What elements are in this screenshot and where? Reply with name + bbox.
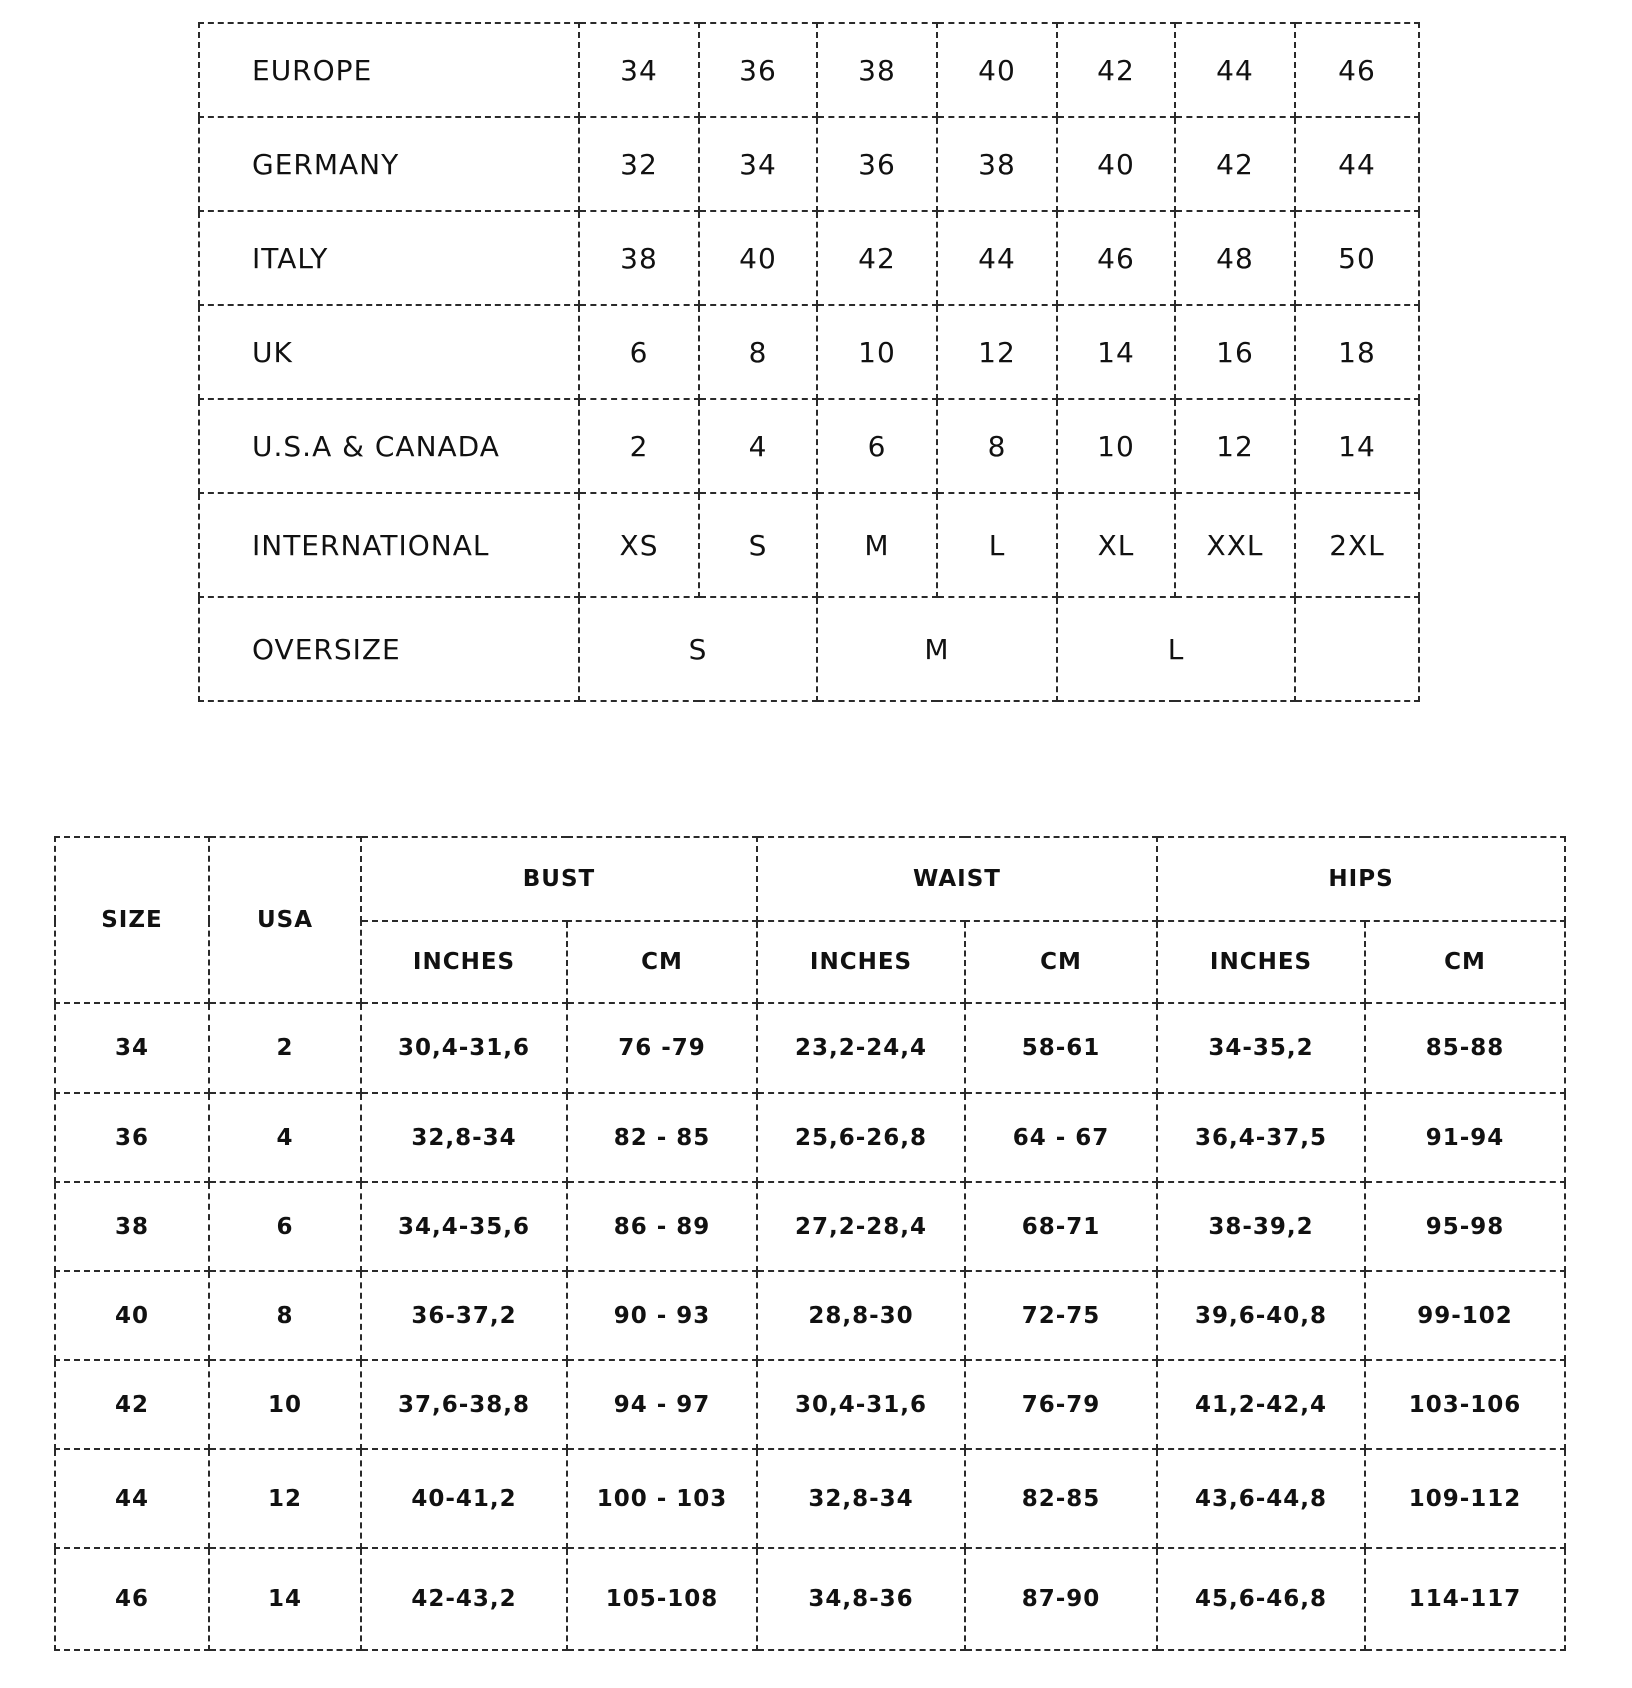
size-cell: 42 xyxy=(1057,23,1175,117)
unit-header: INCHES xyxy=(1157,921,1365,1003)
size-cell: 2 xyxy=(579,399,699,493)
hips-inches-cell: 41,2-42,4 xyxy=(1157,1360,1365,1449)
waist-cm-cell: 76-79 xyxy=(965,1360,1157,1449)
size-cell: 6 xyxy=(579,305,699,399)
size-cell: 42 xyxy=(817,211,937,305)
size-cell: 34 xyxy=(699,117,817,211)
country-label: ITALY xyxy=(199,211,579,305)
country-label: GERMANY xyxy=(199,117,579,211)
hips-inches-cell: 36,4-37,5 xyxy=(1157,1093,1365,1182)
oversize-cell xyxy=(1295,597,1419,701)
waist-cm-cell: 72-75 xyxy=(965,1271,1157,1360)
bust-cm-cell: 100 - 103 xyxy=(567,1449,757,1548)
size-cell: 8 xyxy=(699,305,817,399)
conversion-row-oversize xyxy=(199,597,1419,701)
size-cell: 14 xyxy=(1057,305,1175,399)
size-cell: 46 xyxy=(1057,211,1175,305)
waist-inches-cell: 32,8-34 xyxy=(757,1449,965,1548)
table-row xyxy=(55,1093,1565,1182)
bust-cm-cell: 86 - 89 xyxy=(567,1182,757,1271)
size-cell: XXL xyxy=(1175,493,1295,597)
usa-cell: 6 xyxy=(209,1182,361,1271)
size-cell: 12 xyxy=(1175,399,1295,493)
size-cell: 14 xyxy=(1295,399,1419,493)
waist-cm-cell: 58-61 xyxy=(965,1003,1157,1093)
hips-inches-cell: 45,6-46,8 xyxy=(1157,1548,1365,1650)
body-measurement-table xyxy=(54,836,1566,1651)
usa-cell: 2 xyxy=(209,1003,361,1093)
waist-cm-cell: 64 - 67 xyxy=(965,1093,1157,1182)
size-cell: S xyxy=(699,493,817,597)
size-cell: 38 xyxy=(579,211,699,305)
table-row xyxy=(55,1548,1565,1650)
size-cell: 44 xyxy=(937,211,1057,305)
usa-cell: 10 xyxy=(209,1360,361,1449)
bust-cm-cell: 94 - 97 xyxy=(567,1360,757,1449)
size-cell: 38 xyxy=(55,1182,209,1271)
hips-inches-cell: 39,6-40,8 xyxy=(1157,1271,1365,1360)
size-cell: 34 xyxy=(55,1003,209,1093)
country-label: EUROPE xyxy=(199,23,579,117)
size-cell: 44 xyxy=(1295,117,1419,211)
waist-cm-cell: 68-71 xyxy=(965,1182,1157,1271)
country-label: UK xyxy=(199,305,579,399)
country-label: OVERSIZE xyxy=(199,597,579,701)
size-cell: 38 xyxy=(937,117,1057,211)
country-label: INTERNATIONAL xyxy=(199,493,579,597)
waist-header: WAIST xyxy=(757,837,1157,921)
size-cell: 4 xyxy=(699,399,817,493)
bust-cm-cell: 105-108 xyxy=(567,1548,757,1650)
conversion-row-europe xyxy=(199,23,1419,117)
unit-header: CM xyxy=(1365,921,1565,1003)
usa-cell: 8 xyxy=(209,1271,361,1360)
bust-cm-cell: 82 - 85 xyxy=(567,1093,757,1182)
waist-inches-cell: 27,2-28,4 xyxy=(757,1182,965,1271)
hips-inches-cell: 38-39,2 xyxy=(1157,1182,1365,1271)
size-cell: 8 xyxy=(937,399,1057,493)
hips-header: HIPS xyxy=(1157,837,1565,921)
waist-inches-cell: 28,8-30 xyxy=(757,1271,965,1360)
hips-cm-cell: 114-117 xyxy=(1365,1548,1565,1650)
size-cell: 10 xyxy=(1057,399,1175,493)
bust-inches-cell: 40-41,2 xyxy=(361,1449,567,1548)
size-cell: 42 xyxy=(55,1360,209,1449)
table-row xyxy=(55,1271,1565,1360)
oversize-cell: M xyxy=(817,597,1057,701)
waist-inches-cell: 30,4-31,6 xyxy=(757,1360,965,1449)
size-cell: 44 xyxy=(55,1449,209,1548)
usa-header: USA xyxy=(209,837,361,1003)
table-row xyxy=(55,1449,1565,1548)
size-cell: M xyxy=(817,493,937,597)
size-cell: 12 xyxy=(937,305,1057,399)
size-cell: 40 xyxy=(55,1271,209,1360)
size-cell: 18 xyxy=(1295,305,1419,399)
unit-header: CM xyxy=(965,921,1157,1003)
hips-cm-cell: 99-102 xyxy=(1365,1271,1565,1360)
size-cell: 36 xyxy=(55,1093,209,1182)
usa-cell: 4 xyxy=(209,1093,361,1182)
size-cell: 40 xyxy=(1057,117,1175,211)
waist-inches-cell: 23,2-24,4 xyxy=(757,1003,965,1093)
size-conversion-table xyxy=(198,22,1420,702)
size-cell: 16 xyxy=(1175,305,1295,399)
size-cell: L xyxy=(937,493,1057,597)
size-cell: 32 xyxy=(579,117,699,211)
hips-inches-cell: 43,6-44,8 xyxy=(1157,1449,1365,1548)
hips-cm-cell: 95-98 xyxy=(1365,1182,1565,1271)
size-cell: 6 xyxy=(817,399,937,493)
country-label: U.S.A & CANADA xyxy=(199,399,579,493)
usa-cell: 14 xyxy=(209,1548,361,1650)
table-row xyxy=(55,1003,1565,1093)
size-cell: 46 xyxy=(1295,23,1419,117)
bust-inches-cell: 30,4-31,6 xyxy=(361,1003,567,1093)
size-cell: XL xyxy=(1057,493,1175,597)
size-cell: 46 xyxy=(55,1548,209,1650)
hips-cm-cell: 103-106 xyxy=(1365,1360,1565,1449)
hips-cm-cell: 91-94 xyxy=(1365,1093,1565,1182)
size-cell: 34 xyxy=(579,23,699,117)
waist-cm-cell: 82-85 xyxy=(965,1449,1157,1548)
conversion-row-germany xyxy=(199,117,1419,211)
bust-inches-cell: 34,4-35,6 xyxy=(361,1182,567,1271)
waist-inches-cell: 34,8-36 xyxy=(757,1548,965,1650)
conversion-row-international xyxy=(199,493,1419,597)
conversion-row-uk xyxy=(199,305,1419,399)
oversize-cell: L xyxy=(1057,597,1295,701)
waist-inches-cell: 25,6-26,8 xyxy=(757,1093,965,1182)
size-cell: 38 xyxy=(817,23,937,117)
unit-header: INCHES xyxy=(757,921,965,1003)
hips-inches-cell: 34-35,2 xyxy=(1157,1003,1365,1093)
size-cell: 2XL xyxy=(1295,493,1419,597)
oversize-cell: S xyxy=(579,597,817,701)
size-cell: 10 xyxy=(817,305,937,399)
hips-cm-cell: 109-112 xyxy=(1365,1449,1565,1548)
table-row xyxy=(55,1360,1565,1449)
bust-inches-cell: 42-43,2 xyxy=(361,1548,567,1650)
hips-cm-cell: 85-88 xyxy=(1365,1003,1565,1093)
size-cell: 48 xyxy=(1175,211,1295,305)
header-row-groups xyxy=(55,837,1565,921)
size-cell: 40 xyxy=(699,211,817,305)
table-row xyxy=(55,1182,1565,1271)
unit-header: INCHES xyxy=(361,921,567,1003)
conversion-row-usa-canada xyxy=(199,399,1419,493)
bust-inches-cell: 32,8-34 xyxy=(361,1093,567,1182)
size-cell: 36 xyxy=(699,23,817,117)
bust-header: BUST xyxy=(361,837,757,921)
size-header: SIZE xyxy=(55,837,209,1003)
bust-inches-cell: 36-37,2 xyxy=(361,1271,567,1360)
bust-cm-cell: 90 - 93 xyxy=(567,1271,757,1360)
conversion-row-italy xyxy=(199,211,1419,305)
size-cell: 42 xyxy=(1175,117,1295,211)
size-cell: XS xyxy=(579,493,699,597)
size-cell: 50 xyxy=(1295,211,1419,305)
size-cell: 44 xyxy=(1175,23,1295,117)
size-cell: 36 xyxy=(817,117,937,211)
waist-cm-cell: 87-90 xyxy=(965,1548,1157,1650)
unit-header: CM xyxy=(567,921,757,1003)
size-cell: 40 xyxy=(937,23,1057,117)
usa-cell: 12 xyxy=(209,1449,361,1548)
bust-cm-cell: 76 -79 xyxy=(567,1003,757,1093)
bust-inches-cell: 37,6-38,8 xyxy=(361,1360,567,1449)
